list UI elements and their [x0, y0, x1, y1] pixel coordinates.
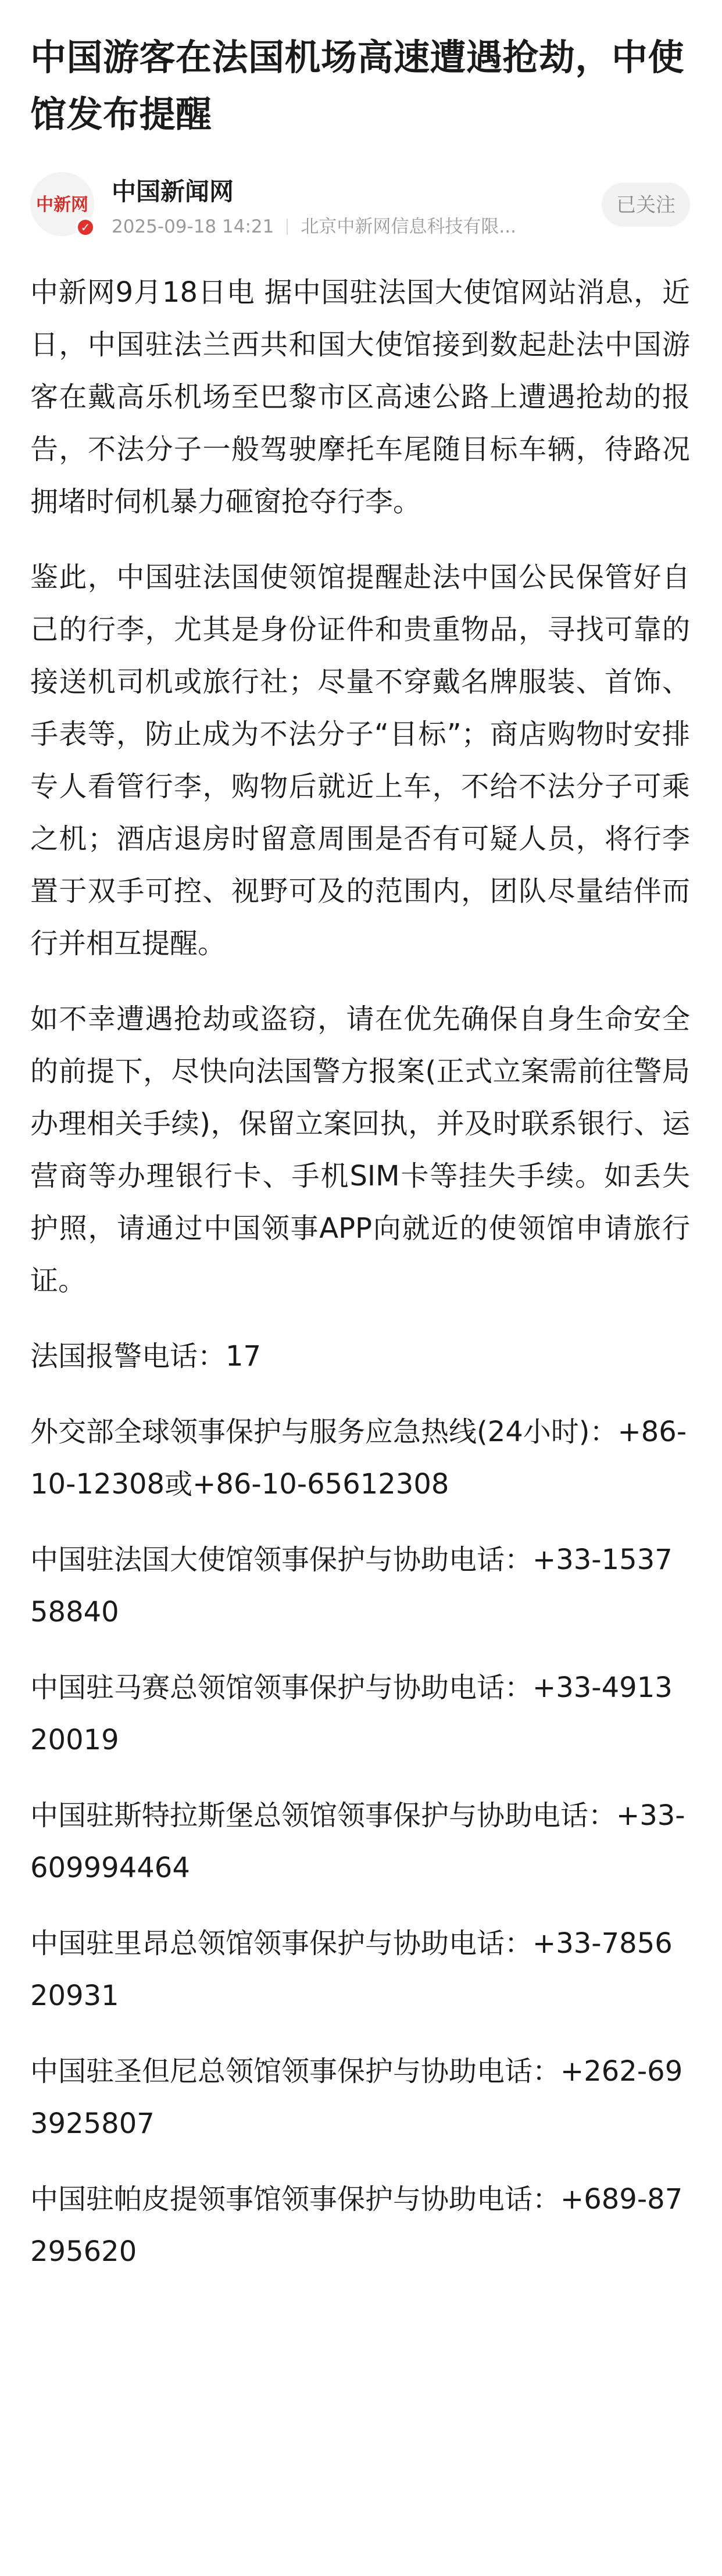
article-title: 中国游客在法国机场高速遭遇抢劫，中使馆发布提醒: [30, 36, 685, 135]
author-bar: [30, 167, 690, 249]
contact-line-embassy-paris: 中国驻法国大使馆领事保护与协助电话：+33-153758840: [30, 1544, 673, 1628]
author-meta: [112, 215, 588, 238]
meta-divider: [287, 219, 288, 235]
author-source: 北京中新网信息科技有限...: [301, 216, 516, 237]
publish-date: 2025-09-18 14:21: [112, 216, 274, 237]
author-name[interactable]: 中国新闻网: [112, 177, 234, 206]
article-paragraph: 如不幸遭遇抢劫或盗窃，请在优先确保自身生命安全的前提下，尽快向法国警方报案(正式立案需前往警局办理相关手续)，保留立案回执，并及时联系银行、运营商等办理银行卡、手机SIM卡等挂失手续。如丢失护照，请通过中国领事APP向就近的使领馆申请旅行证。: [30, 1003, 690, 1297]
contact-line-police: 法国报警电话：17: [30, 1340, 262, 1373]
article-body: [30, 266, 690, 2278]
contact-line-consulate-papeete: 中国驻帕皮提领事馆领事保护与协助电话：+689-87295620: [30, 2183, 683, 2268]
follow-button[interactable]: 已关注: [602, 183, 690, 227]
contact-line-consulate-saint-denis: 中国驻圣但尼总领馆领事保护与协助电话：+262-693925807: [30, 2055, 683, 2140]
avatar-logo-text: 中新网: [36, 195, 88, 215]
author-avatar[interactable]: [30, 172, 94, 236]
article-paragraph: 鉴此，中国驻法国使领馆提醒赴法中国公民保管好自己的行李，尤其是身份证件和贵重物品，寻找可靠的接送机司机或旅行社；尽量不穿戴名牌服装、首饰、手表等，防止成为不法分子“目标”；商店购物时安排专人看管行李，购物后就近上车，不给不法分子可乘之机；酒店退房时留意周围是否有可疑人员，将行李置于双手可控、视野可及的范围内，团队尽量结伴而行并相互提醒。: [30, 561, 690, 960]
contact-line-consulate-strasbourg: 中国驻斯特拉斯堡总领馆领事保护与协助电话：+33-609994464: [30, 1799, 685, 1884]
verified-badge-icon: ✓: [76, 217, 95, 237]
contact-line-consulate-marseille: 中国驻马赛总领馆领事保护与协助电话：+33-491320019: [30, 1671, 673, 1756]
contact-line-hotline: 外交部全球领事保护与服务应急热线(24小时)：+86-10-12308或+86-10-65612308: [30, 1416, 687, 1500]
contact-line-consulate-lyon: 中国驻里昂总领馆领事保护与协助电话：+33-785620931: [30, 1927, 673, 2012]
article-paragraph: 中新网9月18日电 据中国驻法国大使馆网站消息，近日，中国驻法兰西共和国大使馆接到数起赴法中国游客在戴高乐机场至巴黎市区高速公路上遭遇抢劫的报告，不法分子一般驾驶摩托车尾随目标车辆，待路况拥堵时伺机暴力砸窗抢夺行李。: [30, 276, 690, 518]
